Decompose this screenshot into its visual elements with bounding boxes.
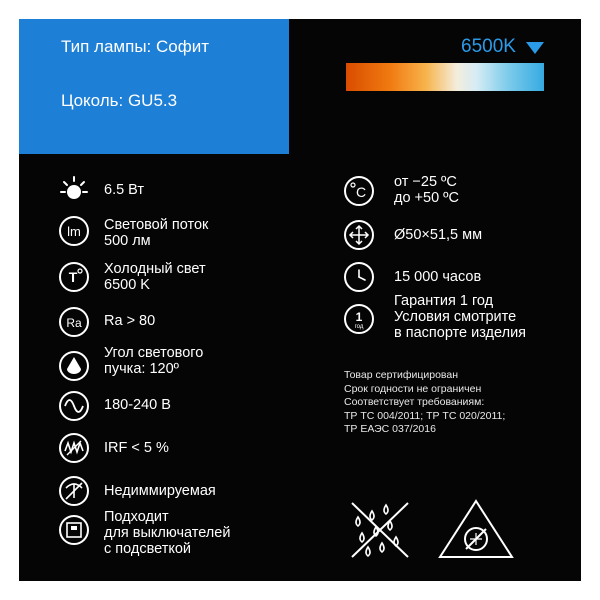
spec-warranty-note-1: Условия смотрите — [394, 309, 517, 325]
svg-text:C: C — [355, 184, 367, 200]
spec-ripple — [104, 440, 169, 456]
warranty-icon — [344, 304, 374, 334]
svg-text:T: T — [68, 269, 78, 285]
spec-voltage — [104, 397, 171, 413]
no-mercury-icon — [436, 497, 516, 561]
spec-luminous-flux-value: 500 лм — [104, 233, 151, 249]
spec-switch-compat — [104, 509, 230, 557]
cert-line: Срок годности не ограничен — [344, 382, 482, 395]
clock-icon — [344, 262, 374, 292]
spec-voltage-value: 180-240 В — [104, 397, 171, 413]
lamp-base: Цоколь: GU5.3 — [61, 91, 178, 110]
lumen-icon — [59, 216, 89, 246]
cert-line: ТР ТС 004/2011; ТР ТС 020/2011; — [344, 409, 506, 422]
color-temperature-label: 6500K — [461, 36, 516, 57]
spec-power — [104, 182, 144, 198]
no-moisture-icon — [346, 497, 416, 561]
spec-luminous-flux-label: Световой поток — [104, 217, 209, 233]
spec-switch-compat-line1: Подходит — [104, 509, 169, 525]
spec-lifetime-value: 15 000 часов — [394, 269, 482, 285]
spec-switch-compat-line2: для выключателей — [104, 525, 231, 541]
spec-light-color-label: Холодный свет — [104, 261, 206, 277]
bulb-icon — [59, 174, 89, 204]
spec-dimming — [104, 483, 216, 499]
cert-line: Соответствует требованиям: — [344, 396, 485, 408]
header-panel — [19, 19, 289, 154]
spec-warranty-note-2: в паспорте изделия — [394, 325, 527, 341]
certification-block — [344, 369, 505, 437]
triangle-down-icon — [526, 42, 544, 54]
spec-switch-compat-line3: с подсветкой — [104, 541, 192, 557]
spec-light-color — [104, 261, 206, 293]
svg-text:1: 1 — [355, 310, 363, 324]
celsius-icon — [344, 176, 374, 206]
spec-cri-value: Ra > 80 — [104, 313, 156, 329]
product-label — [19, 19, 581, 581]
spec-temperature-min: от −25 ºС — [394, 174, 457, 190]
spec-power-value: 6.5 Вт — [104, 182, 145, 198]
spec-dimming-value: Недиммируемая — [104, 483, 216, 499]
spec-cri — [104, 313, 155, 329]
svg-text:Ra: Ra — [66, 316, 82, 330]
svg-text:год: год — [354, 324, 364, 330]
cert-line: ТР ЕАЭС 037/2016 — [344, 423, 436, 435]
ripple-icon — [59, 433, 89, 463]
spec-warranty-label: Гарантия 1 год — [394, 293, 494, 309]
beam-angle-icon — [59, 351, 89, 381]
color-temperature-scale — [346, 63, 544, 91]
spec-warranty — [394, 293, 526, 341]
spec-dimensions — [394, 227, 482, 243]
spec-ripple-value: IRF < 5 % — [104, 440, 169, 456]
spec-temperature-max: до +50 ºС — [394, 190, 459, 206]
dimensions-icon — [344, 220, 374, 250]
spec-dimensions-value: Ø50×51,5 мм — [394, 227, 483, 243]
no-dimmer-icon — [59, 476, 89, 506]
spec-luminous-flux — [104, 217, 208, 249]
cert-line: Товар сертифицирован — [344, 369, 459, 381]
sine-wave-icon — [59, 391, 89, 421]
thermometer-icon — [59, 262, 89, 292]
spec-beam-angle-label: Угол светового — [104, 345, 204, 361]
spec-lifetime — [394, 269, 481, 285]
svg-text:lm: lm — [67, 224, 81, 239]
ra-icon — [59, 307, 89, 337]
spec-beam-angle-value: пучка: 120º — [104, 361, 179, 377]
spec-temperature — [394, 174, 459, 206]
spec-beam-angle — [104, 345, 203, 377]
lamp-type: Тип лампы: Софит — [61, 37, 209, 56]
spec-light-color-value: 6500 K — [104, 277, 150, 293]
switch-icon — [59, 515, 89, 545]
